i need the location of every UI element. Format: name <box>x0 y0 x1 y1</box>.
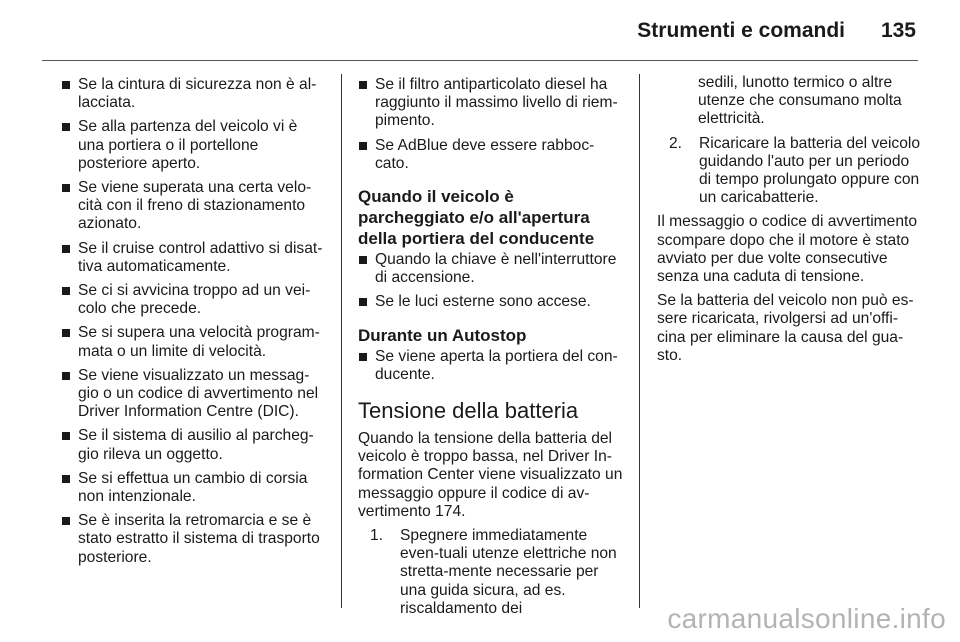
step-number: 1. <box>370 527 384 545</box>
column-1 <box>61 76 327 573</box>
list-item: Se viene aperta la portiera del con-ducente. <box>358 348 623 384</box>
section-title: Tensione della batteria <box>358 398 579 424</box>
subheading-parked: Quando il veicolo è parcheggiato e/o all'apertura della portiera del conducente <box>358 187 595 249</box>
subheading-autostop: Durante un Autostop <box>358 325 527 345</box>
column-2 <box>358 76 623 624</box>
column-3 <box>657 76 925 371</box>
list-item: Se è inserita la retromarcia e se è stato estratto il sistema di trasporto posteriore. <box>61 512 327 567</box>
list-item: Se il filtro antiparticolato diesel ha raggiunto il massimo livello di riem-pimento. <box>358 76 623 131</box>
bullet-list <box>358 251 623 312</box>
paragraph: Se la batteria del veicolo non può es-sere ricaricata, rivolgersi ad un'offi-cina per eliminare la causa del gua-sto. <box>657 292 914 364</box>
list-item: Se il sistema di ausilio al parcheg-gio rileva un oggetto. <box>61 427 327 463</box>
list-item: Se il cruise control adattivo si disat-tiva automaticamente. <box>61 240 327 276</box>
header-rule <box>42 60 918 61</box>
bullet-list <box>61 76 327 567</box>
numbered-list <box>358 527 623 618</box>
numbered-step <box>370 527 623 618</box>
list-item: Se si supera una velocità program-mata o un limite di velocità. <box>61 324 327 360</box>
list-item: Se viene visualizzato un messag-gio o un codice di avvertimento nel Driver Information Centre (DIC). <box>61 367 327 422</box>
step-text: Ricaricare la batteria del veicolo guidando l'auto per un periodo di tempo prolungato oppure con un caricabatterie. <box>699 134 921 207</box>
list-item: Se alla partenza del veicolo vi è una portiera o il portellone posteriore aperto. <box>61 118 327 173</box>
list-item: Se viene superata una certa velo-cità con il freno di stazionamento azionato. <box>61 179 327 234</box>
list-item: Se le luci esterne sono accese. <box>358 293 623 311</box>
list-item: Se si effettua un cambio di corsia non intenzionale. <box>61 470 327 506</box>
list-item: Quando la chiave è nell'interruttore di accensione. <box>358 251 623 287</box>
page-number: 135 <box>880 19 916 42</box>
page-header <box>0 0 960 60</box>
step-continuation: sedili, lunotto termico o altre utenze che consumano molta elettricità. <box>698 74 902 128</box>
bullet-list <box>358 348 623 384</box>
column-divider <box>341 74 342 608</box>
list-item: Se la cintura di sicurezza non è al-lacciata. <box>61 76 327 112</box>
bullet-list <box>358 76 623 173</box>
watermark: carmanualsonline.info <box>667 603 946 634</box>
column-divider <box>639 74 640 608</box>
list-item: Se AdBlue deve essere rabboc-cato. <box>358 137 623 173</box>
header-title: Strumenti e comandi <box>637 19 845 42</box>
step-number: 2. <box>669 134 683 152</box>
paragraph: Quando la tensione della batteria del veicolo è troppo bassa, nel Driver In-formation Center viene visualizzato un messaggio oppure il codice di av-vertimento 174. <box>358 430 623 520</box>
numbered-step <box>669 135 925 208</box>
numbered-list <box>657 135 925 208</box>
paragraph: Il messaggio o codice di avvertimento scompare dopo che il motore è stato avviato per due volte consecutive senza una caduta di tensione. <box>657 213 918 286</box>
list-item: Se ci si avvicina troppo ad un vei-colo che precede. <box>61 282 327 318</box>
step-text: Spegnere immediatamente even-tuali utenze elettriche non stretta-mente necessarie per una guida sicura, ad es. riscaldamento dei <box>400 527 617 617</box>
